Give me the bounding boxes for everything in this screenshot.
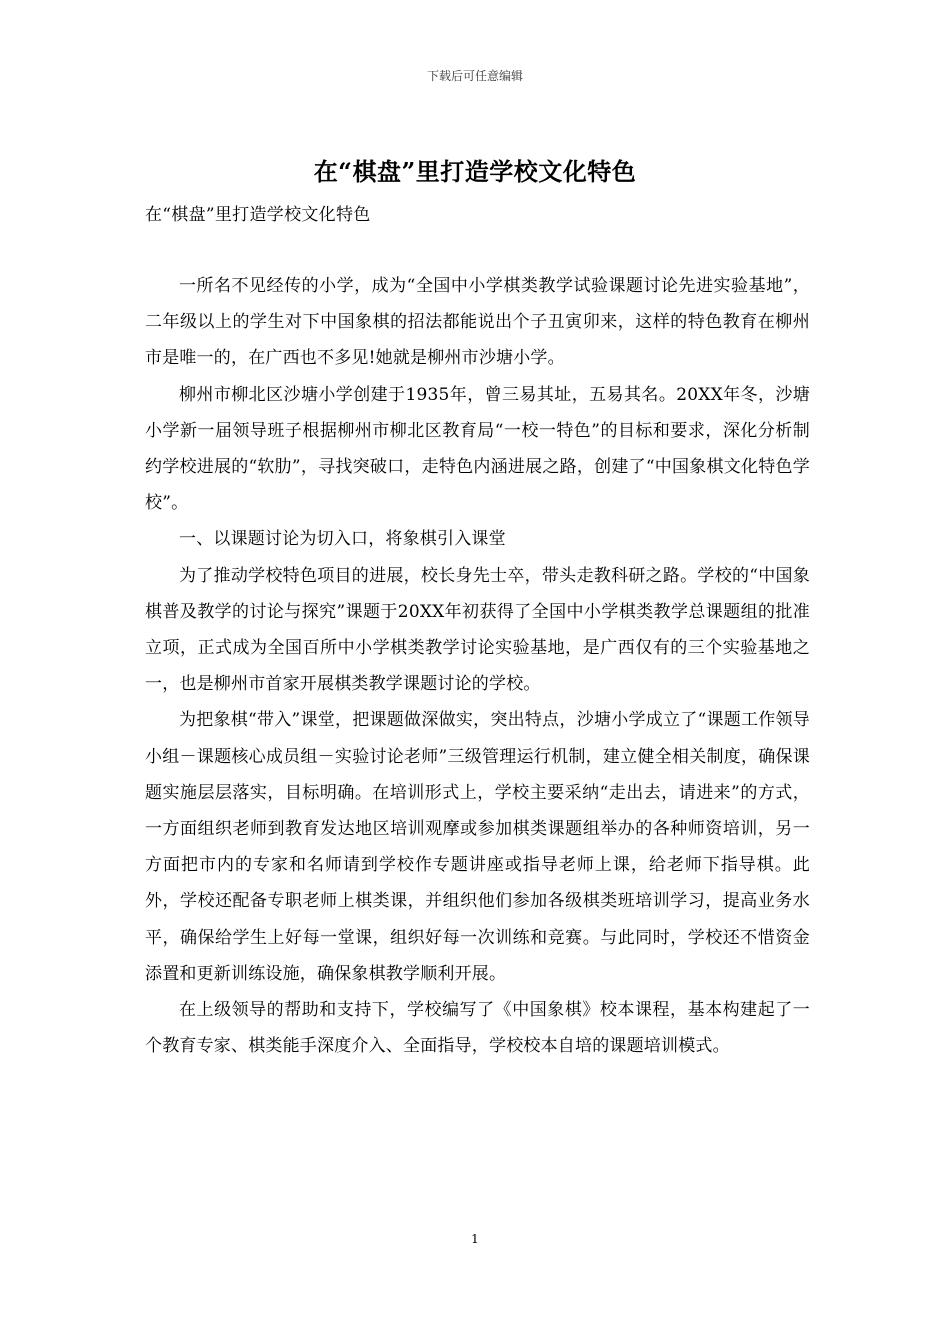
document-body: [145, 268, 810, 1064]
paragraph-intro: 一所名不见经传的小学，成为“全国中小学棋类教学试验课题讨论先进实验基地”，二年级以上的学生对下中国象棋的招法都能说出个子丑寅卯来，这样的特色教育在柳州市是唯一的，在广西也不多见!她就是柳州市沙塘小学。: [145, 276, 810, 369]
paragraph-curriculum: 在上级领导的帮助和支持下，学校编写了《中国象棋》校本课程，基本构建起了一个教育专家、棋类能手深度介入、全面指导，学校校本自培的课题培训模式。: [145, 1000, 810, 1057]
page-number: 1: [471, 1232, 479, 1246]
document-subtitle: 在“棋盘”里打造学校文化特色: [145, 205, 371, 225]
paragraph-management: 为把象棋“带入”课堂，把课题做深做实，突出特点，沙塘小学成立了“课题工作领导小组－课题核心成员组－实验讨论老师”三级管理运行机制，建立健全相关制度，确保课题实施层层落实，目标明确。在培训形式上，学校主要采纳“走出去，请进来”的方式，一方面组织老师到教育发达地区培训观摩或参加棋类课题组举办的各种师资培训，另一方面把市内的专家和名师请到学校作专题讲座或指导老师上课，给老师下指导棋。此外，学校还配备专职老师上棋类课，并组织他们参加各级棋类班培训学习，提高业务水平，确保给学生上好每一堂课，组织好每一次训练和竞赛。与此同时，学校还不惜资金添置和更新训练设施，确保象棋教学顺利开展。: [145, 710, 810, 984]
section-heading-1: 一、以课题讨论为切入口，将象棋引入课堂: [179, 529, 506, 550]
paragraph-research: 为了推动学校特色项目的进展，校长身先士卒，带头走教科研之路。学校的“中国象棋普及教学的讨论与探究”课题于20XX年初获得了全国中小学棋类教学总课题组的批准立项，正式成为全国百所中小学棋类教学讨论实验基地，是广西仅有的三个实验基地之一，也是柳州市首家开展棋类教学课题讨论的学校。: [145, 565, 810, 695]
paragraph-history: 柳州市柳北区沙塘小学创建于1935年，曾三易其址，五易其名。20XX年冬，沙塘小学新一届领导班子根据柳州市柳北区教育局“一校一特色”的目标和要求，深化分析制约学校进展的“软肋”，寻找突破口，走特色内涵进展之路，创建了“中国象棋文化特色学校”。: [145, 384, 810, 514]
document-title: 在“棋盘”里打造学校文化特色: [313, 157, 637, 186]
header-note: 下载后可任意编辑: [426, 69, 523, 83]
